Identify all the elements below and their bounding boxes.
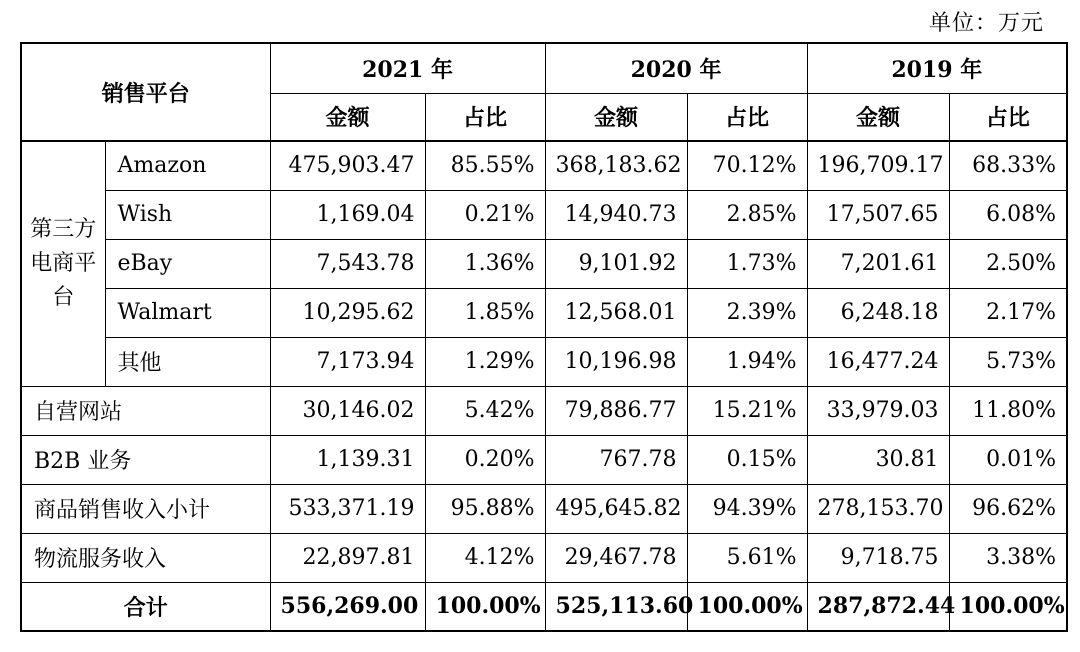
- ratio-cell: 1.85%: [425, 288, 545, 337]
- amount-cell: 33,979.03: [807, 386, 949, 435]
- table-row: [21, 435, 1067, 484]
- ratio-cell: 4.12%: [425, 533, 545, 582]
- amount-cell: 14,940.73: [545, 190, 687, 239]
- ratio-cell: 6.08%: [949, 190, 1067, 239]
- row-label: 商品销售收入小计: [21, 484, 270, 533]
- table-row: [21, 239, 1067, 288]
- table-row: [21, 533, 1067, 582]
- ratio-cell: 1.36%: [425, 239, 545, 288]
- row-label: Walmart: [105, 288, 270, 337]
- ratio-cell: 2.39%: [687, 288, 807, 337]
- sales-platform-table: [20, 42, 1068, 632]
- total-ratio-cell: 100.00%: [949, 582, 1067, 631]
- total-ratio-cell: 100.00%: [425, 582, 545, 631]
- amount-cell: 79,886.77: [545, 386, 687, 435]
- amount-header: 金额: [270, 93, 425, 141]
- year-header-2020: 2020 年: [545, 43, 807, 93]
- amount-cell: 9,718.75: [807, 533, 949, 582]
- table-row: [21, 386, 1067, 435]
- total-ratio-cell: 100.00%: [687, 582, 807, 631]
- row-label: Amazon: [105, 141, 270, 190]
- amount-cell: 29,467.78: [545, 533, 687, 582]
- ratio-cell: 1.73%: [687, 239, 807, 288]
- ratio-header: 占比: [687, 93, 807, 141]
- ratio-cell: 2.17%: [949, 288, 1067, 337]
- total-amount-cell: 525,113.60: [545, 582, 687, 631]
- amount-cell: 495,645.82: [545, 484, 687, 533]
- ratio-cell: 1.29%: [425, 337, 545, 386]
- ratio-cell: 0.15%: [687, 435, 807, 484]
- amount-cell: 10,295.62: [270, 288, 425, 337]
- ratio-cell: 94.39%: [687, 484, 807, 533]
- amount-cell: 30.81: [807, 435, 949, 484]
- ratio-header: 占比: [425, 93, 545, 141]
- amount-cell: 533,371.19: [270, 484, 425, 533]
- ratio-cell: 0.21%: [425, 190, 545, 239]
- year-header-2019: 2019 年: [807, 43, 1067, 93]
- amount-cell: 30,146.02: [270, 386, 425, 435]
- ratio-cell: 0.20%: [425, 435, 545, 484]
- amount-cell: 7,173.94: [270, 337, 425, 386]
- table-row: [21, 288, 1067, 337]
- ratio-cell: 0.01%: [949, 435, 1067, 484]
- group-label: 第三方电商平台: [21, 141, 105, 386]
- ratio-cell: 2.50%: [949, 239, 1067, 288]
- ratio-cell: 96.62%: [949, 484, 1067, 533]
- ratio-cell: 15.21%: [687, 386, 807, 435]
- amount-cell: 1,139.31: [270, 435, 425, 484]
- amount-cell: 10,196.98: [545, 337, 687, 386]
- total-amount-cell: 287,872.44: [807, 582, 949, 631]
- ratio-header: 占比: [949, 93, 1067, 141]
- amount-cell: 767.78: [545, 435, 687, 484]
- total-row: [21, 582, 1067, 631]
- ratio-cell: 5.61%: [687, 533, 807, 582]
- total-amount-cell: 556,269.00: [270, 582, 425, 631]
- ratio-cell: 68.33%: [949, 141, 1067, 190]
- amount-cell: 12,568.01: [545, 288, 687, 337]
- ratio-cell: 95.88%: [425, 484, 545, 533]
- year-header-2021: 2021 年: [270, 43, 545, 93]
- ratio-cell: 1.94%: [687, 337, 807, 386]
- ratio-cell: 70.12%: [687, 141, 807, 190]
- platform-header: 销售平台: [21, 43, 270, 141]
- ratio-cell: 2.85%: [687, 190, 807, 239]
- row-label: B2B 业务: [21, 435, 270, 484]
- amount-cell: 475,903.47: [270, 141, 425, 190]
- table-row: [21, 190, 1067, 239]
- row-label: Wish: [105, 190, 270, 239]
- amount-cell: 7,543.78: [270, 239, 425, 288]
- table-row: [21, 337, 1067, 386]
- amount-cell: 7,201.61: [807, 239, 949, 288]
- amount-header: 金额: [545, 93, 687, 141]
- row-label: eBay: [105, 239, 270, 288]
- ratio-cell: 5.73%: [949, 337, 1067, 386]
- amount-cell: 22,897.81: [270, 533, 425, 582]
- ratio-cell: 5.42%: [425, 386, 545, 435]
- row-label: 自营网站: [21, 386, 270, 435]
- ratio-cell: 3.38%: [949, 533, 1067, 582]
- ratio-cell: 85.55%: [425, 141, 545, 190]
- row-label: 其他: [105, 337, 270, 386]
- amount-cell: 196,709.17: [807, 141, 949, 190]
- table-row: [21, 141, 1067, 190]
- amount-cell: 368,183.62: [545, 141, 687, 190]
- table-body: [21, 141, 1067, 631]
- unit-label: 单位：万元: [928, 11, 1044, 36]
- ratio-cell: 11.80%: [949, 386, 1067, 435]
- amount-cell: 16,477.24: [807, 337, 949, 386]
- table-row: [21, 484, 1067, 533]
- amount-cell: 1,169.04: [270, 190, 425, 239]
- total-label: 合计: [21, 582, 270, 631]
- amount-cell: 17,507.65: [807, 190, 949, 239]
- amount-cell: 6,248.18: [807, 288, 949, 337]
- amount-cell: 9,101.92: [545, 239, 687, 288]
- amount-cell: 278,153.70: [807, 484, 949, 533]
- row-label: 物流服务收入: [21, 533, 270, 582]
- amount-header: 金额: [807, 93, 949, 141]
